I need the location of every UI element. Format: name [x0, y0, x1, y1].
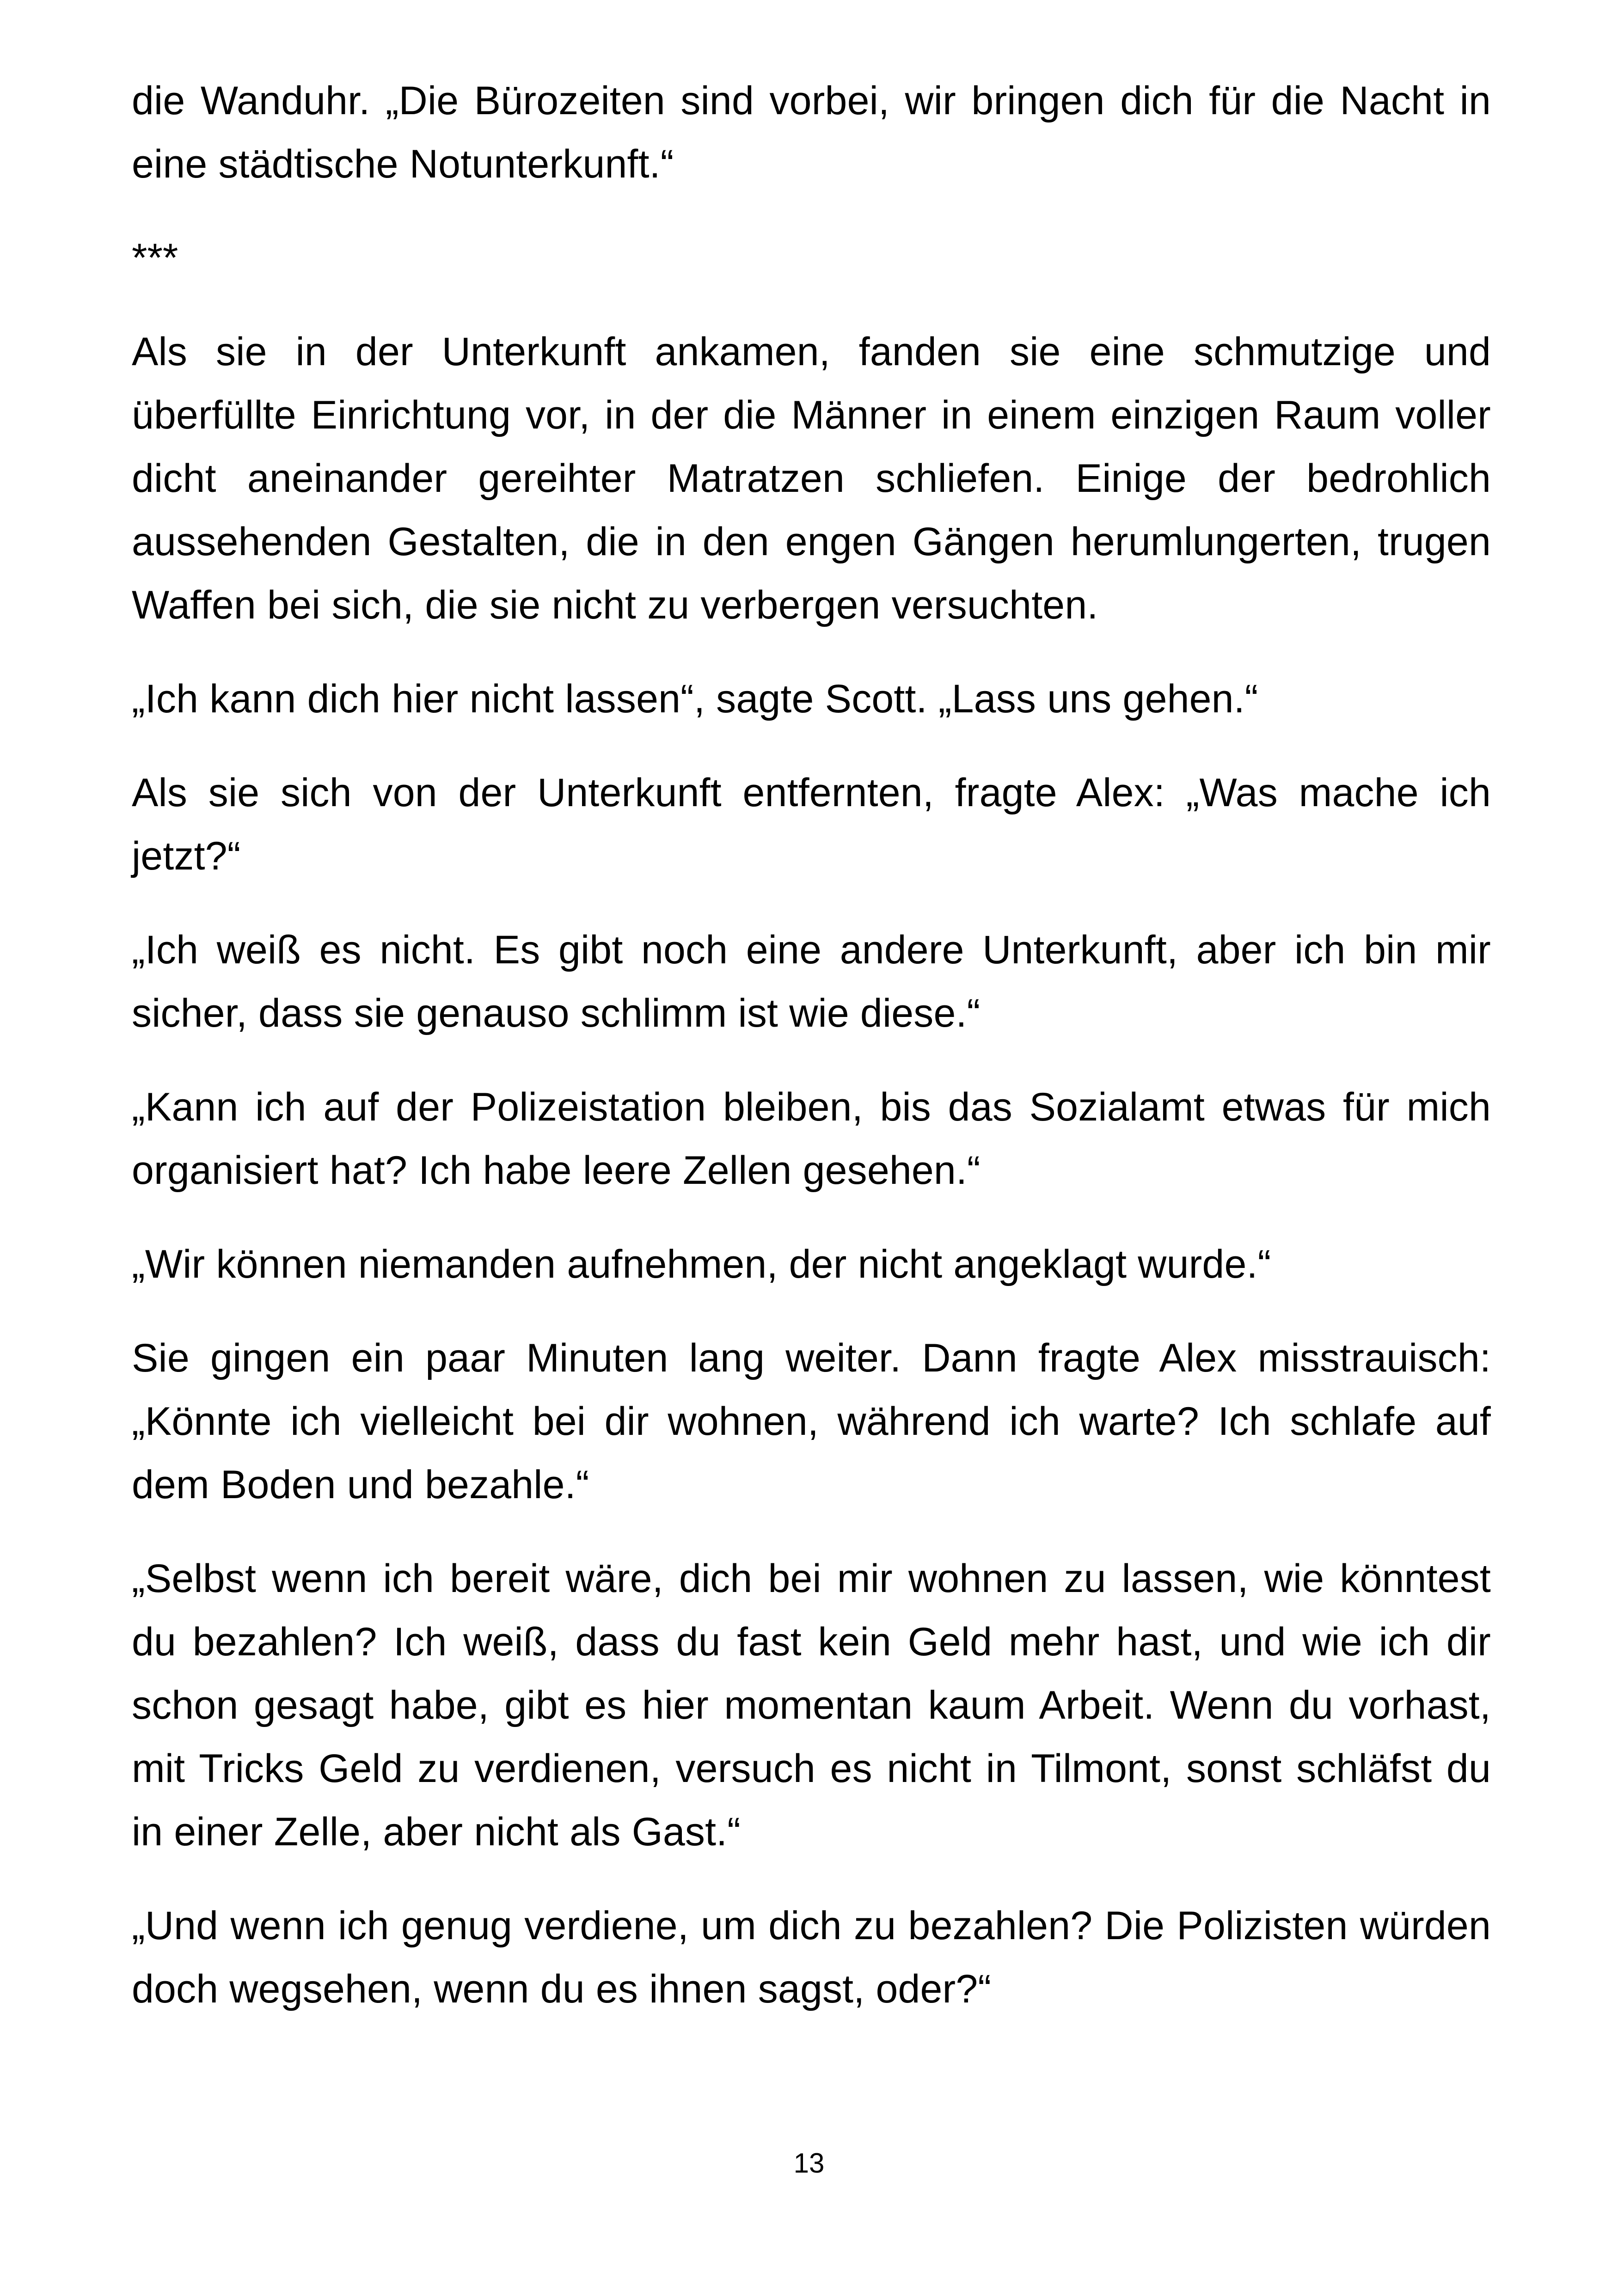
scene-separator: ***: [132, 236, 178, 280]
paragraph-9: „Selbst wenn ich bereit wäre, dich bei mir wohnen zu lassen, wie könntest du bezahlen? Ich weiß, dass du fast kein Geld mehr hast, und wie ich dir schon gesagt habe, gibt es hier momentan kaum Arbeit. Wenn du vorhast, mit Tricks Geld zu verdienen, versuch es nicht in Tilmont, sonst schläfst du in einer Zelle, aber nicht als Gast.“: [132, 1556, 1491, 1854]
paragraph-3: „Ich kann dich hier nicht lassen“, sagte Scott. „Lass uns gehen.“: [132, 677, 1258, 721]
paragraph-1: die Wanduhr. „Die Bürozeiten sind vorbei, wir bringen dich für die Nacht in eine städtische Notunterkunft.“: [132, 79, 1491, 186]
paragraph-8: Sie gingen ein paar Minuten lang weiter. Dann fragte Alex misstrauisch: „Könnte ich vielleicht bei dir wohnen, während ich warte? Ich schlafe auf dem Boden und bezahle.“: [132, 1336, 1491, 1507]
paragraph-6: „Kann ich auf der Polizeistation bleiben, bis das Sozialamt etwas für mich organisiert hat? Ich habe leere Zellen gesehen.“: [132, 1085, 1491, 1193]
page-number: 13: [793, 2148, 825, 2179]
paragraph-7: „Wir können niemanden aufnehmen, der nicht angeklagt wurde.“: [132, 1242, 1271, 1286]
paragraph-2: Als sie in der Unterkunft ankamen, fanden sie eine schmutzige und überfüllte Einrichtung vor, in der die Männer in einem einzigen Raum voller dicht aneinander gereihter Matratzen schliefen. Einige der bedrohlich aussehenden Gestalten, die in den engen Gängen herumlungerten, trugen Waffen bei sich, die sie nicht zu verbergen versuchten.: [132, 330, 1491, 627]
paragraph-4: Als sie sich von der Unterkunft entfernten, fragte Alex: „Was mache ich jetzt?“: [132, 771, 1491, 878]
paragraph-5: „Ich weiß es nicht. Es gibt noch eine andere Unterkunft, aber ich bin mir sicher, dass sie genauso schlimm ist wie diese.“: [132, 928, 1491, 1035]
paragraph-10: „Und wenn ich genug verdiene, um dich zu bezahlen? Die Polizisten würden doch wegsehen, wenn du es ihnen sagst, oder?“: [132, 1904, 1491, 2011]
page-body: [132, 69, 1491, 2021]
